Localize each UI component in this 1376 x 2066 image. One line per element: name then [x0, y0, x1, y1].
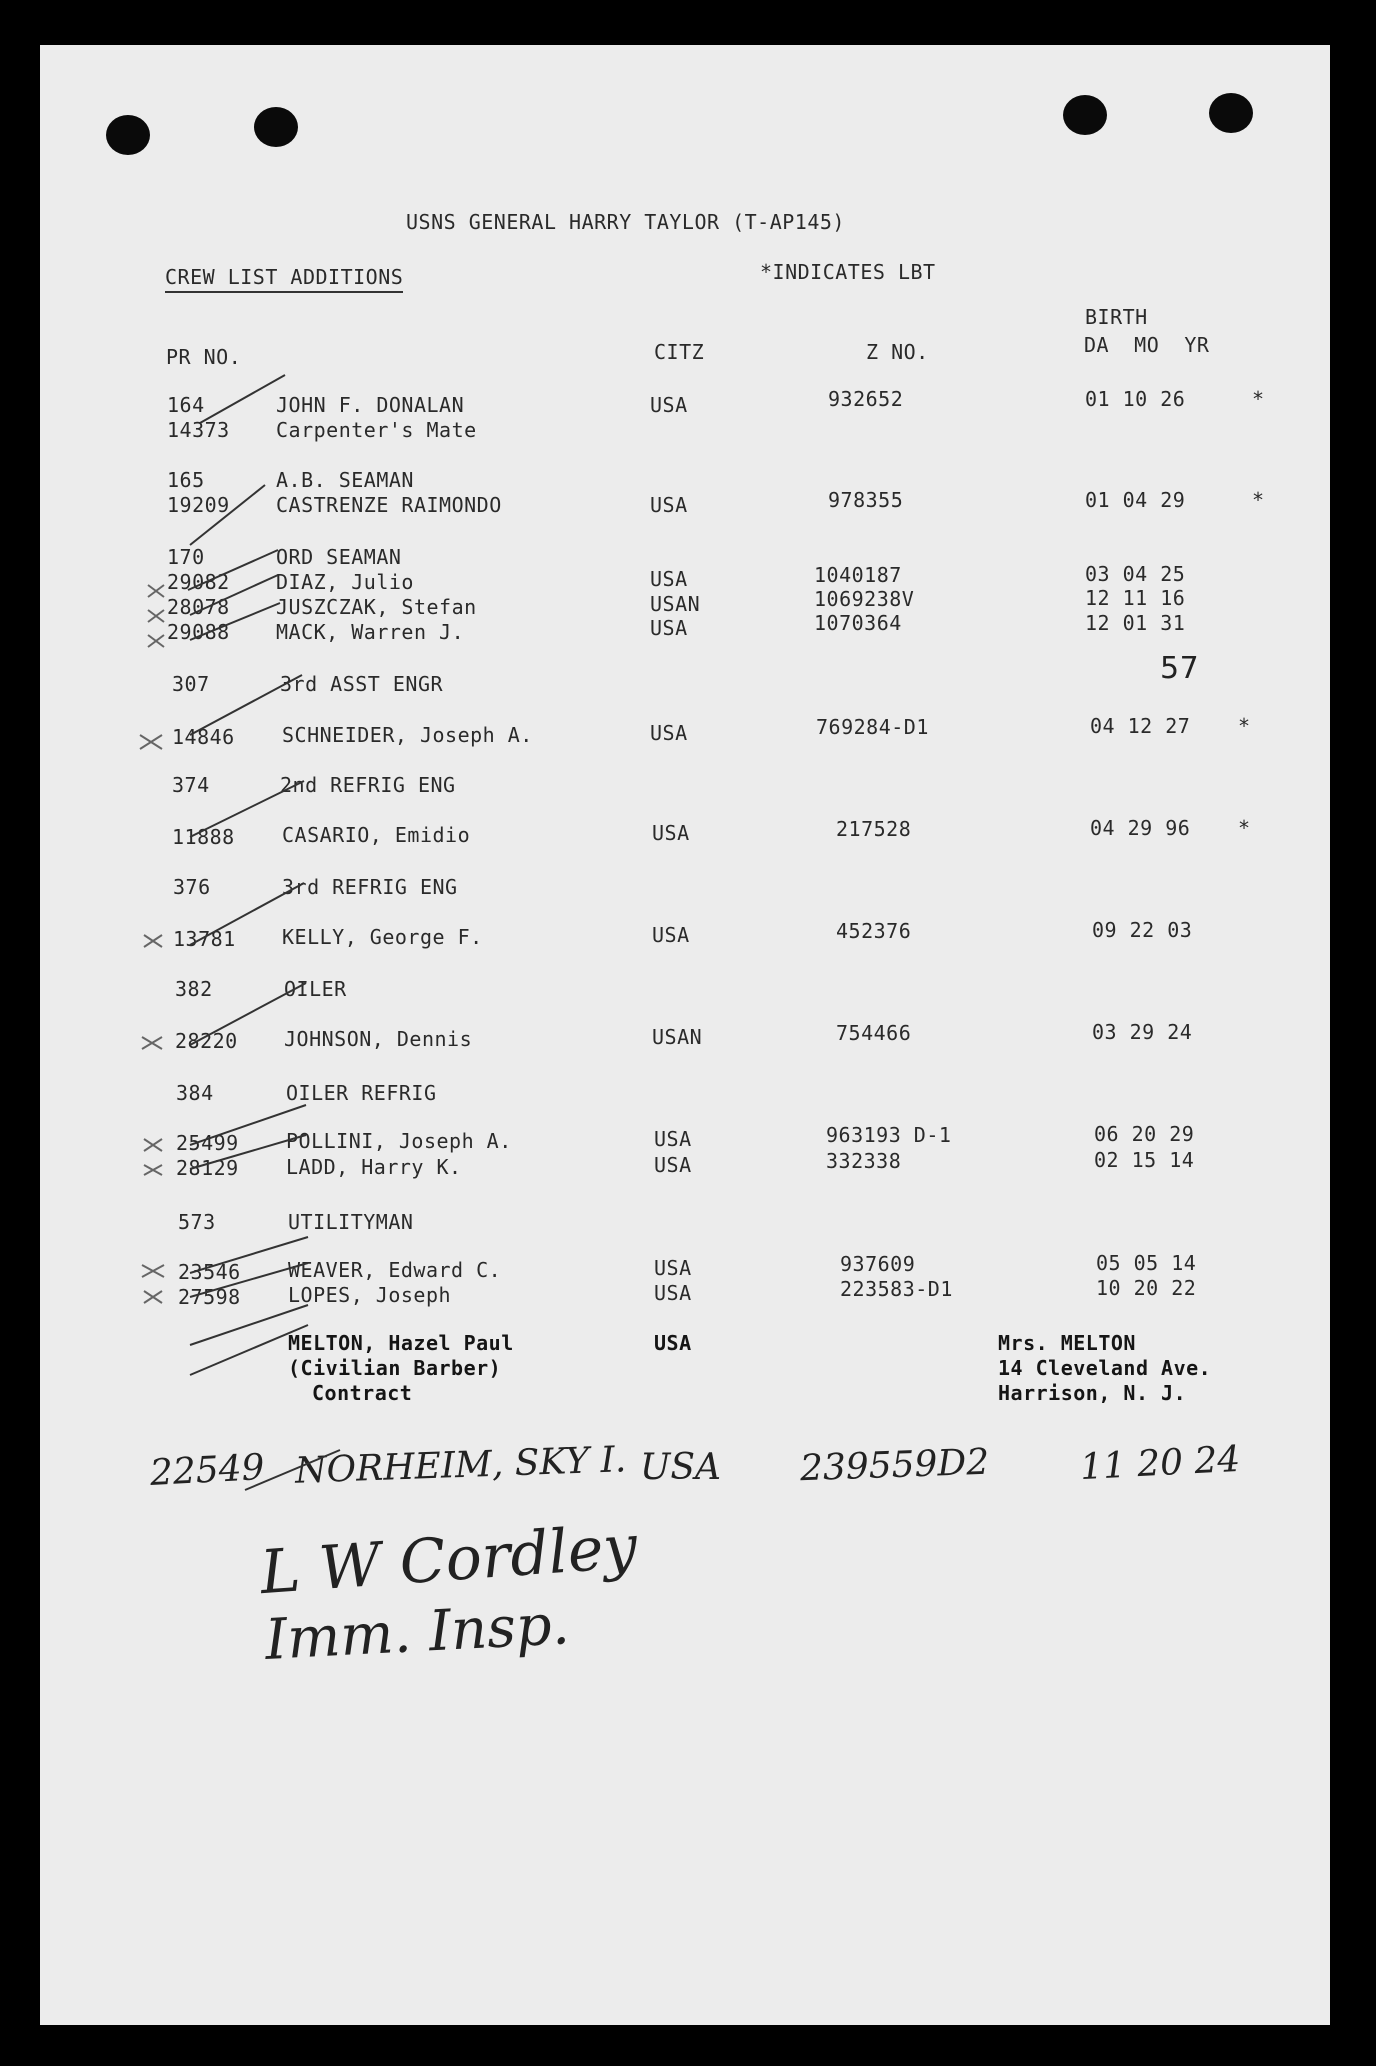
birth-cell: 10 20 22: [1096, 1276, 1197, 1300]
z-cell: 769284-D1: [816, 715, 929, 739]
handwritten-name: NORHEIM, SKY I.: [294, 1439, 627, 1492]
birth-cell: 04 29 96: [1090, 816, 1191, 840]
melton-address-2: 14 Cleveland Ave.: [998, 1356, 1212, 1380]
citz-cell: USA: [652, 923, 690, 947]
signature-title: Imm. Insp.: [263, 1592, 571, 1673]
citz-cell: USA: [654, 1153, 692, 1177]
id-cell: 29082: [167, 570, 230, 594]
role-title: OILER REFRIG: [286, 1081, 437, 1105]
document-title: USNS GENERAL HARRY TAYLOR (T-AP145): [406, 210, 845, 234]
z-cell: 1040187: [814, 563, 902, 587]
signature-name: L W Cordley: [258, 1511, 640, 1609]
pen-marks: [40, 45, 1330, 2025]
lbt-mark: *: [1252, 488, 1265, 512]
melton-name: MELTON, Hazel Paul: [288, 1331, 514, 1355]
column-birth: BIRTH: [1085, 305, 1148, 329]
page-number: 57: [1160, 651, 1200, 686]
citz-cell: USAN: [650, 592, 701, 616]
lbt-mark: *: [1238, 816, 1251, 840]
pr-number: 376: [173, 875, 211, 899]
citz-cell: USA: [652, 821, 690, 845]
citz-cell: USA: [654, 1256, 692, 1280]
birth-cell: 03 29 24: [1092, 1020, 1193, 1044]
citz-cell: USA: [650, 393, 688, 417]
z-cell: 452376: [836, 919, 912, 943]
role-title: 2nd REFRIG ENG: [280, 773, 456, 797]
document-page: [40, 45, 1330, 2025]
pr-number: 170: [167, 545, 205, 569]
id-cell: 28220: [175, 1029, 238, 1053]
citz-cell: USA: [650, 616, 688, 640]
handwritten-citz: USA: [640, 1447, 721, 1488]
section-heading: CREW LIST ADDITIONS: [165, 265, 403, 293]
id-cell: 29088: [167, 620, 230, 644]
name-cell: LADD, Harry K.: [286, 1155, 462, 1179]
z-cell: 332338: [826, 1149, 902, 1173]
name-cell: SCHNEIDER, Joseph A.: [282, 723, 533, 747]
z-cell: 937609: [840, 1252, 916, 1276]
citz-cell: USA: [654, 1127, 692, 1151]
name-cell: JUSZCZAK, Stefan: [276, 595, 477, 619]
pr-number: 307: [172, 672, 210, 696]
column-z-no: Z NO.: [866, 340, 929, 364]
id-cell: 23546: [178, 1260, 241, 1284]
birth-cell: 02 15 14: [1094, 1148, 1195, 1172]
role-title: A.B. SEAMAN: [276, 468, 414, 492]
name-cell: KELLY, George F.: [282, 925, 483, 949]
melton-contract: Contract: [312, 1381, 413, 1405]
id-cell: 28078: [167, 595, 230, 619]
birth-cell: 12 11 16: [1085, 586, 1186, 610]
name-cell: WEAVER, Edward C.: [288, 1258, 502, 1282]
melton-address-1: Mrs. MELTON: [998, 1331, 1136, 1355]
z-cell: 932652: [828, 387, 904, 411]
pr-number: 382: [175, 977, 213, 1001]
role-title: 3rd ASST ENGR: [280, 672, 444, 696]
name-cell: JOHNSON, Dennis: [284, 1027, 473, 1051]
handwritten-birth: 11 20 24: [1079, 1438, 1242, 1489]
lbt-mark: *: [1238, 714, 1251, 738]
birth-cell: 12 01 31: [1085, 611, 1186, 635]
birth-cell: 01 04 29: [1085, 488, 1186, 512]
role-title: UTILITYMAN: [288, 1210, 414, 1234]
citz-cell: USA: [654, 1281, 692, 1305]
name-cell: POLLINI, Joseph A.: [286, 1129, 512, 1153]
name-cell: CASTRENZE RAIMONDO: [276, 493, 502, 517]
column-birth-parts: DA MO YR: [1084, 333, 1210, 357]
pr-number: 165: [167, 468, 205, 492]
birth-cell: 06 20 29: [1094, 1122, 1195, 1146]
birth-cell: 04 12 27: [1090, 714, 1191, 738]
z-cell: 1070364: [814, 611, 902, 635]
pr-number: 164: [167, 393, 205, 417]
melton-citz: USA: [654, 1331, 692, 1355]
z-cell: 754466: [836, 1021, 912, 1045]
z-cell: 223583-D1: [840, 1277, 953, 1301]
lbt-mark: *: [1252, 387, 1265, 411]
melton-address-3: Harrison, N. J.: [998, 1381, 1187, 1405]
column-citz: CITZ: [654, 340, 705, 364]
z-cell: 217528: [836, 817, 912, 841]
id-cell: 25499: [176, 1131, 239, 1155]
melton-role: (Civilian Barber): [288, 1356, 502, 1380]
citz-cell: USAN: [652, 1025, 703, 1049]
name-cell: JOHN F. DONALAN: [276, 393, 465, 417]
birth-cell: 05 05 14: [1096, 1251, 1197, 1275]
id-cell: 14373: [167, 418, 230, 442]
name-cell: MACK, Warren J.: [276, 620, 465, 644]
citz-cell: USA: [650, 493, 688, 517]
id-cell: 13781: [173, 927, 236, 951]
name-cell: CASARIO, Emidio: [282, 823, 471, 847]
handwritten-id: 22549: [149, 1447, 266, 1494]
id-cell: 28129: [176, 1156, 239, 1180]
column-pr-no: PR NO.: [166, 345, 242, 369]
pr-number: 573: [178, 1210, 216, 1234]
birth-cell: 03 04 25: [1085, 562, 1186, 586]
name-cell: LOPES, Joseph: [288, 1283, 452, 1307]
id-cell: 14846: [172, 725, 235, 749]
id-cell: 19209: [167, 493, 230, 517]
pr-number: 374: [172, 773, 210, 797]
z-cell: 1069238V: [814, 587, 915, 611]
handwritten-z: 239559D2: [799, 1441, 990, 1490]
birth-cell: 09 22 03: [1092, 918, 1193, 942]
id-cell: 27598: [178, 1285, 241, 1309]
name-cell: DIAZ, Julio: [276, 570, 414, 594]
z-cell: 978355: [828, 488, 904, 512]
citz-cell: USA: [650, 721, 688, 745]
role-cell: Carpenter's Mate: [276, 418, 477, 442]
lbt-legend: *INDICATES LBT: [760, 260, 936, 284]
birth-cell: 01 10 26: [1085, 387, 1186, 411]
role-title: OILER: [284, 977, 347, 1001]
id-cell: 11888: [172, 825, 235, 849]
pr-number: 384: [176, 1081, 214, 1105]
role-title: ORD SEAMAN: [276, 545, 402, 569]
z-cell: 963193 D-1: [826, 1123, 952, 1147]
role-title: 3rd REFRIG ENG: [282, 875, 458, 899]
citz-cell: USA: [650, 567, 688, 591]
